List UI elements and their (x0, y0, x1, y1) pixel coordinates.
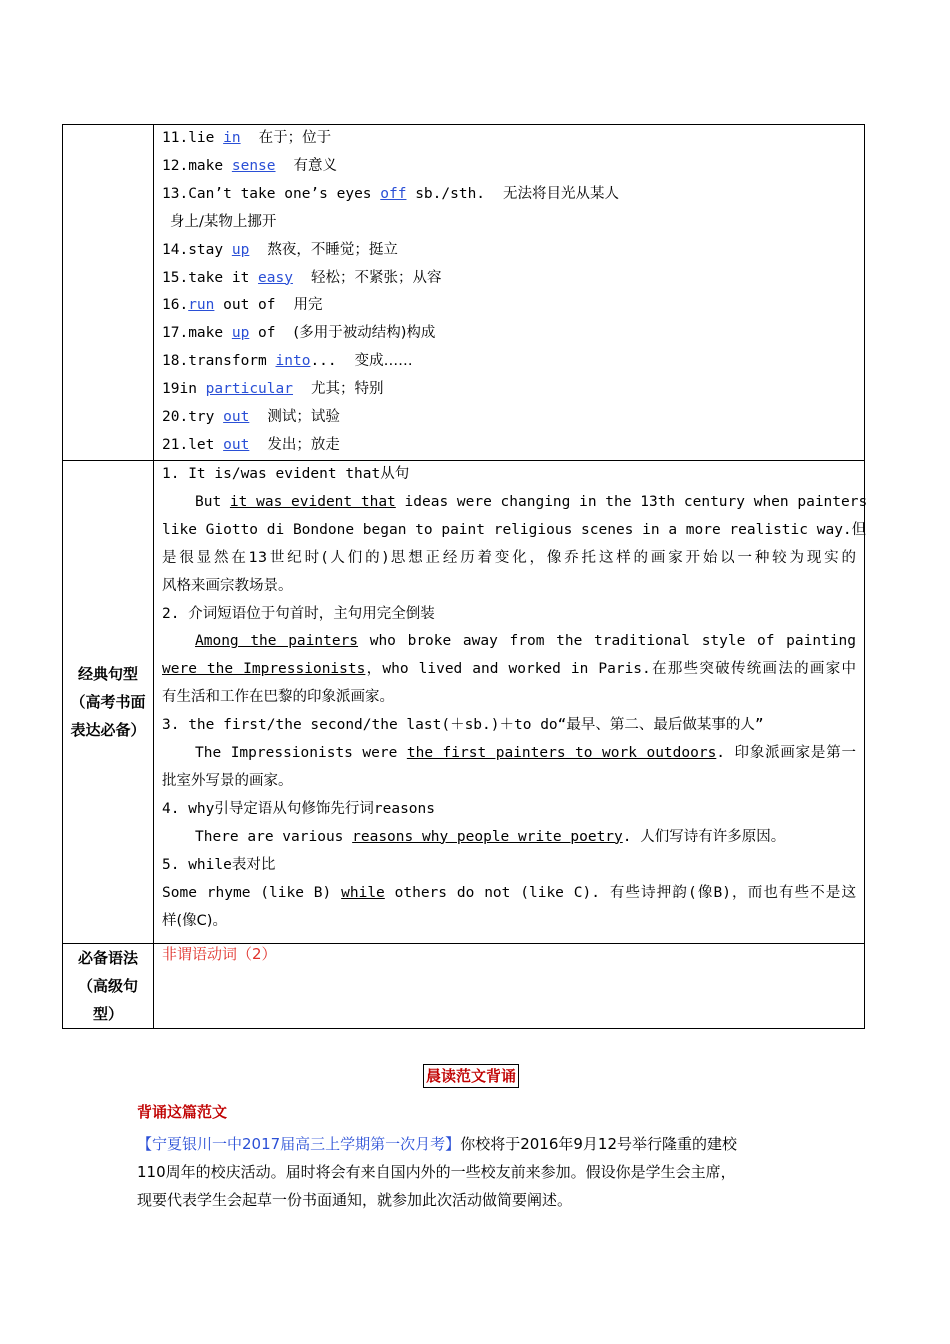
s1-title: 1. It is/was evident that从句 (162, 466, 410, 482)
phrase-num: 17. (162, 325, 189, 342)
grammar-row (63, 944, 865, 1029)
s5-highlight: while (341, 884, 385, 901)
phrase-pre: take it (188, 269, 259, 286)
phrase-num: 18. (162, 353, 189, 370)
phrase-pre: Can’t take one’s eyes (188, 185, 381, 202)
s1-example-line2: like Giotto di Bondone began to paint religious scenes in a more realistic way.但 (162, 521, 867, 538)
phrase-item (162, 181, 856, 209)
prompt-line2: 110周年的校庆活动。届时将会有来自国内外的一些校友前来参加。假设你是学生会主席， (137, 1163, 736, 1181)
s2-example-line3: 有生活和工作在巴黎的印象派画家。 (162, 689, 394, 706)
s3-example-line2: 批室外写景的画家。 (162, 772, 293, 789)
phrase-list (154, 125, 864, 460)
phrase-pre: make (188, 325, 232, 342)
phrase-num: 14. (162, 241, 189, 258)
phrase-post: out of (214, 297, 276, 314)
prompt-line1: 你校将于2016年9月12号举行隆重的建校 (460, 1135, 737, 1153)
source-tag: 【宁夏银川一中2017届高三上学期第一次月考】 (137, 1135, 461, 1153)
essay-prompt (137, 1130, 837, 1214)
phrases-label-cell (63, 125, 154, 461)
phrase-item (162, 432, 856, 460)
phrase-meaning: 在于；位于 (258, 130, 332, 146)
phrase-item (162, 320, 856, 348)
phrase-item (162, 153, 856, 181)
phrase-item (162, 404, 856, 432)
grammar-label: 必备语法（高级句型） (63, 944, 154, 1029)
phrase-item (162, 125, 856, 153)
sentences-row (63, 461, 865, 944)
s2-title: 2. 介词短语位于句首时，主句用完全倒装 (162, 605, 435, 622)
s2-highlight-2: were the Impressionists (162, 661, 366, 678)
s5-title: 5. while表对比 (162, 856, 276, 873)
phrases-cell (154, 125, 865, 461)
phrase-meaning: 熬夜，不睡觉；挺立 (267, 241, 398, 258)
phrase-pre: lie (188, 130, 224, 146)
phrase-num: 20. (162, 409, 189, 426)
phrase-keyword: run (188, 297, 215, 314)
phrase-item (162, 265, 856, 293)
phrase-num: 21. (162, 436, 189, 453)
s1-highlight: it was evident that (229, 493, 396, 510)
s1-example-line1: But it was evident that ideas were changing in the 13th century when painters (195, 493, 868, 510)
phrase-num: 11. (162, 130, 189, 146)
phrase-meaning: 尤其；特别 (310, 381, 384, 398)
phrase-post: sb./sth. (406, 185, 486, 202)
phrase-pre: stay (188, 241, 232, 258)
phrase-keyword: out (223, 409, 250, 426)
phrase-keyword: out (223, 436, 250, 453)
phrase-pre: in (179, 381, 206, 398)
phrase-meaning: 变成…… (354, 353, 413, 370)
phrase-num: 16. (162, 297, 189, 314)
prompt-line3: 现要代表学生会起草一份书面通知，就参加此次活动做简要阐述。 (137, 1191, 573, 1209)
phrase-post: of (249, 325, 276, 342)
phrase-keyword: into (275, 353, 311, 370)
phrase-meaning: 无法将目光从某人 (503, 185, 620, 202)
phrase-meaning: 发出；放走 (267, 436, 340, 453)
s4-example: There are various reasons why people write poetry. 人们写诗有许多原因。 (195, 828, 786, 845)
phrase-keyword: easy (258, 269, 293, 286)
phrase-meaning: 轻松；不紧张；从容 (310, 269, 442, 286)
phrase-num: 19 (162, 381, 180, 398)
s3-title: 3. the first/the second/the last(＋sb.)＋to do“最早、第二、最后做某事的人” (162, 717, 764, 734)
phrase-pre: let (188, 436, 224, 453)
phrase-post: ... (310, 353, 337, 370)
phrase-num: 13. (162, 185, 189, 202)
phrase-pre: make (188, 157, 232, 174)
phrase-meaning: 用完 (293, 297, 323, 314)
phrase-item (162, 237, 856, 265)
s1-example-line4: 风格来画宗教场景。 (162, 577, 293, 594)
phrase-meaning: (多用于被动结构)构成 (293, 325, 436, 342)
section-title: 晨读范文背诵 (423, 1064, 519, 1088)
s3-example-line1: The Impressionists were the first painters to work outdoors. 印象派画家是第一 (195, 745, 856, 762)
phrase-pre: try (188, 409, 224, 426)
phrase-meaning: 有意义 (293, 157, 338, 174)
phrase-keyword: in (223, 130, 241, 146)
phrase-keyword: up (231, 325, 250, 342)
phrase-item (162, 376, 856, 404)
grammar-topic: 非谓语动词（2） (162, 945, 277, 964)
phrase-keyword: off (380, 185, 407, 202)
phrase-pre: transform (188, 353, 276, 370)
s2-example-line1: Among the painters who broke away from the traditional style of painting (195, 633, 857, 650)
s5-example-line2: 样(像C)。 (162, 912, 227, 929)
s3-highlight: the first painters to work outdoors (406, 745, 717, 762)
recite-title: 背诵这篇范文 (137, 1103, 228, 1121)
s2-example-line2: were the Impressionists，who lived and worked in Paris.在那些突破传统画法的画家中 (162, 661, 856, 678)
phrase-keyword: up (231, 241, 250, 258)
s2-highlight-1: Among the painters (195, 633, 359, 650)
sentences-cell (154, 461, 868, 944)
phrases-row (63, 125, 865, 461)
s4-highlight: reasons why people write poetry (352, 828, 623, 845)
phrase-num: 15. (162, 269, 189, 286)
phrase-keyword: sense (231, 157, 276, 174)
notes-table (62, 124, 868, 1029)
s1-example-line3: 是很显然在13世纪时(人们的)思想正经历着变化，像乔托这样的画家开始以一种较为现实的 (162, 549, 856, 566)
phrase-meaning: 测试；试验 (267, 409, 340, 426)
grammar-cell (154, 944, 865, 1029)
s4-title: 4. why引导定语从句修饰先行词reasons (162, 800, 435, 817)
phrase-meaning: 身上/某物上挪开 (170, 213, 277, 230)
phrase-num: 12. (162, 157, 189, 174)
s5-example-line1: Some rhyme (like B) while others do not (like C). 有些诗押韵(像B)，而也有些不是这 (162, 884, 856, 901)
sentences-label: 经典句型（高考书面表达必备） (63, 461, 154, 944)
phrase-keyword: particular (205, 381, 293, 398)
phrase-item (162, 209, 856, 237)
phrase-item (162, 292, 856, 320)
phrase-item (162, 348, 856, 376)
